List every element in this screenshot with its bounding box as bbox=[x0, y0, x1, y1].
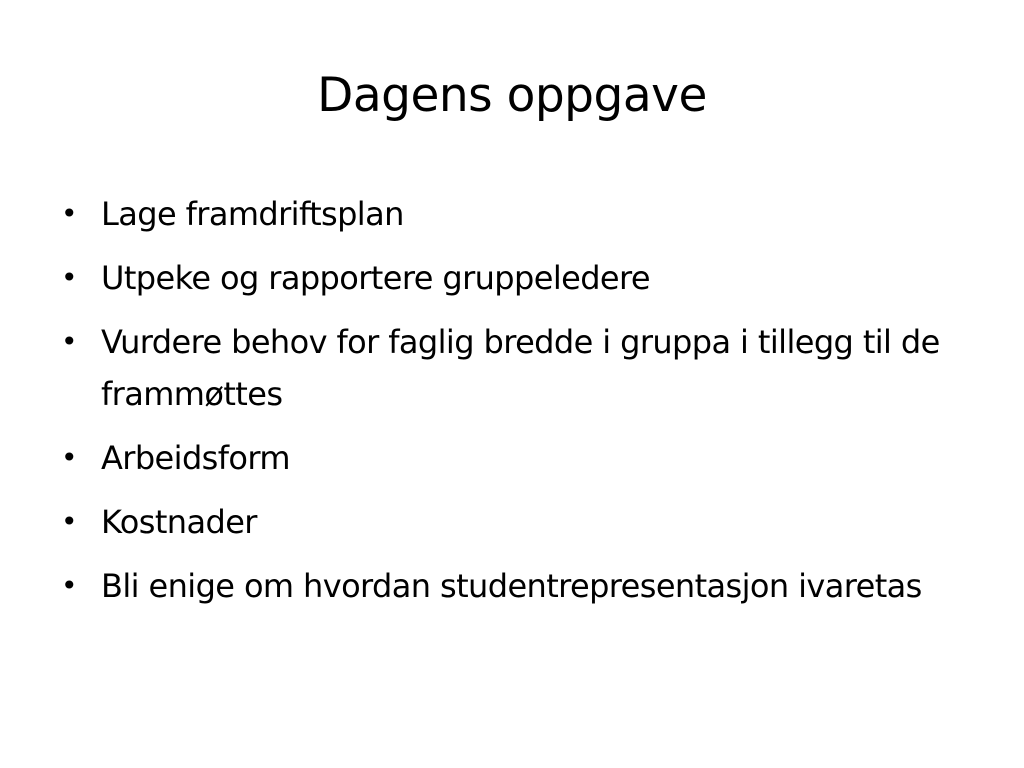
slide-title: Dagens oppgave bbox=[317, 68, 707, 123]
bullet-item bbox=[58, 432, 958, 484]
bullet-text: Bli enige om hvordan studentrepresentasjon ivaretas bbox=[101, 567, 922, 605]
bullet-icon: • bbox=[61, 569, 77, 602]
bullet-item bbox=[58, 316, 958, 420]
bullet-item bbox=[58, 496, 958, 548]
bullet-icon: • bbox=[61, 197, 77, 230]
bullet-item bbox=[58, 188, 958, 240]
bullet-icon: • bbox=[61, 505, 77, 538]
bullet-text: Kostnader bbox=[101, 503, 257, 541]
bullet-icon: • bbox=[61, 261, 77, 294]
bullet-icon: • bbox=[61, 325, 77, 358]
bullet-text: Arbeidsform bbox=[101, 439, 290, 477]
bullet-list bbox=[58, 188, 958, 624]
bullet-text: Vurdere behov for faglig bredde i gruppa i tillegg til de frammøttes bbox=[101, 323, 940, 413]
bullet-icon: • bbox=[61, 441, 77, 474]
bullet-text: Lage framdriftsplan bbox=[101, 195, 404, 233]
bullet-text: Utpeke og rapportere gruppeledere bbox=[101, 259, 650, 297]
bullet-item bbox=[58, 560, 958, 612]
bullet-item bbox=[58, 252, 958, 304]
